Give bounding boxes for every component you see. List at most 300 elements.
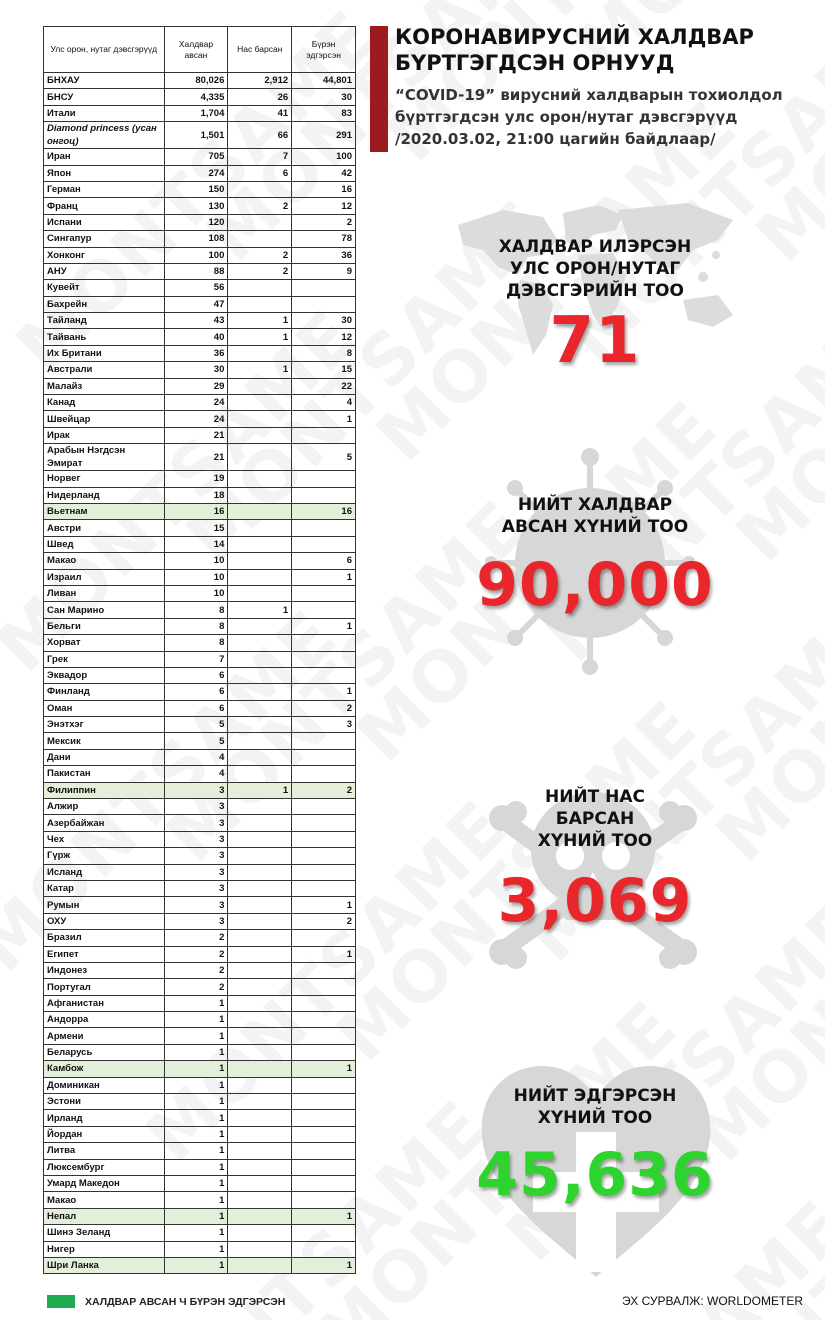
table-row: [44, 864, 356, 880]
recovered-cell: [292, 1143, 356, 1159]
cases-cell: 3: [164, 782, 228, 798]
deaths-cell: [228, 214, 292, 230]
cases-cell: 21: [164, 427, 228, 443]
cases-cell: 120: [164, 214, 228, 230]
country-cell: Франц: [44, 198, 165, 214]
recovered-cell: 1: [292, 1257, 356, 1273]
recovered-cell: 1: [292, 1208, 356, 1224]
country-cell: Оман: [44, 700, 165, 716]
deaths-cell: 1: [228, 329, 292, 345]
deaths-cell: [228, 979, 292, 995]
country-cell: Исланд: [44, 864, 165, 880]
cases-cell: 1: [164, 1159, 228, 1175]
recovered-cell: 44,801: [292, 73, 356, 89]
recovered-cell: [292, 831, 356, 847]
table-row: [44, 635, 356, 651]
recovered-cell: 2: [292, 700, 356, 716]
country-cell: Вьетнам: [44, 503, 165, 519]
cases-cell: 3: [164, 815, 228, 831]
country-cell: Умард Македон: [44, 1176, 165, 1192]
deaths-cell: [228, 635, 292, 651]
cases-cell: 274: [164, 165, 228, 181]
infected-value: 90,000: [476, 550, 714, 620]
cases-cell: 108: [164, 231, 228, 247]
recovered-cell: [292, 848, 356, 864]
cases-cell: 1: [164, 1110, 228, 1126]
deaths-cell: [228, 181, 292, 197]
table-row: [44, 553, 356, 569]
cases-cell: 10: [164, 553, 228, 569]
deaths-cell: [228, 684, 292, 700]
deaths-cell: 1: [228, 313, 292, 329]
recovered-cell: 30: [292, 313, 356, 329]
table-row: [44, 651, 356, 667]
deaths-cell: [228, 618, 292, 634]
table-row: [44, 1241, 356, 1257]
country-cell: Малайз: [44, 378, 165, 394]
recovered-cell: [292, 1028, 356, 1044]
subtitle-line-3: /2020.03.02, 21:00 цагийн байдлаар/: [395, 130, 716, 148]
country-cell: Тайвань: [44, 329, 165, 345]
country-cell: АНУ: [44, 263, 165, 279]
cases-cell: 21: [164, 444, 228, 471]
country-cell: Ирак: [44, 427, 165, 443]
deaths-cell: [228, 815, 292, 831]
country-cell: Азербайжан: [44, 815, 165, 831]
recovered-label: [455, 1085, 735, 1129]
deaths-cell: [228, 930, 292, 946]
country-cell: Мексик: [44, 733, 165, 749]
deaths-cell: [228, 1044, 292, 1060]
cases-cell: 18: [164, 487, 228, 503]
cases-cell: 3: [164, 864, 228, 880]
table-row: [44, 930, 356, 946]
table-row: [44, 471, 356, 487]
cases-cell: 1: [164, 1208, 228, 1224]
table-row: [44, 1176, 356, 1192]
cases-cell: 88: [164, 263, 228, 279]
recovered-cell: 100: [292, 149, 356, 165]
recovered-cell: [292, 864, 356, 880]
recovered-cell: [292, 1126, 356, 1142]
cases-cell: 24: [164, 411, 228, 427]
country-cell: Герман: [44, 181, 165, 197]
cases-cell: 14: [164, 536, 228, 552]
cases-cell: 1: [164, 1241, 228, 1257]
table-row: [44, 214, 356, 230]
cases-cell: 8: [164, 602, 228, 618]
title-accent-bar: [370, 26, 388, 152]
recovered-cell: [292, 536, 356, 552]
cases-cell: 1: [164, 995, 228, 1011]
deaths-cell: [228, 345, 292, 361]
deaths-cell: 41: [228, 105, 292, 121]
recovered-cell: 1: [292, 684, 356, 700]
table-row: [44, 1094, 356, 1110]
table-row: [44, 1028, 356, 1044]
table-row: [44, 444, 356, 471]
cases-cell: 10: [164, 569, 228, 585]
cases-cell: 43: [164, 313, 228, 329]
cases-cell: 8: [164, 618, 228, 634]
deaths-cell: [228, 946, 292, 962]
deaths-cell: 1: [228, 602, 292, 618]
table-row: [44, 122, 356, 149]
table-row: [44, 181, 356, 197]
deaths-cell: [228, 848, 292, 864]
recovered-cell: [292, 520, 356, 536]
deaths-cell: [228, 700, 292, 716]
source-credit: ЭХ СУРВАЛЖ: WORLDOMETER: [622, 1294, 803, 1308]
deaths-cell: [228, 444, 292, 471]
deaths-cell: [228, 1192, 292, 1208]
country-cell: БНСУ: [44, 89, 165, 105]
country-cell: Бразил: [44, 930, 165, 946]
deaths-value: 3,069: [497, 866, 693, 936]
countries-label-line-3: ДЭВСГЭРИЙН ТОО: [506, 281, 684, 301]
country-cell: Андорра: [44, 1012, 165, 1028]
country-cell: Индонез: [44, 962, 165, 978]
country-cell: Ливан: [44, 585, 165, 601]
recovered-label-line-1: НИЙТ ЭДГЭРСЭН: [513, 1086, 677, 1106]
table-row: [44, 1077, 356, 1093]
recovered-cell: 36: [292, 247, 356, 263]
recovered-cell: 78: [292, 231, 356, 247]
table-header-row: [44, 27, 356, 73]
recovered-cell: [292, 1044, 356, 1060]
cases-cell: 4: [164, 766, 228, 782]
deaths-cell: 1: [228, 362, 292, 378]
cases-cell: 80,026: [164, 73, 228, 89]
cases-cell: 1: [164, 1225, 228, 1241]
cases-cell: 1: [164, 1094, 228, 1110]
deaths-cell: [228, 231, 292, 247]
cases-cell: 3: [164, 897, 228, 913]
table-row: [44, 73, 356, 89]
cases-cell: 1: [164, 1143, 228, 1159]
recovered-cell: [292, 815, 356, 831]
deaths-cell: [228, 913, 292, 929]
table-row: [44, 831, 356, 847]
cases-cell: 24: [164, 395, 228, 411]
country-cell: Катар: [44, 880, 165, 896]
recovered-cell: 4: [292, 395, 356, 411]
recovered-cell: [292, 487, 356, 503]
cases-cell: 56: [164, 280, 228, 296]
table-row: [44, 717, 356, 733]
deaths-cell: [228, 717, 292, 733]
table-row: [44, 503, 356, 519]
cases-cell: 30: [164, 362, 228, 378]
country-cell: Беларусь: [44, 1044, 165, 1060]
recovered-cell: 2: [292, 782, 356, 798]
table-row: [44, 296, 356, 312]
country-cell: Норвег: [44, 471, 165, 487]
table-row: [44, 1012, 356, 1028]
recovered-cell: 16: [292, 181, 356, 197]
deaths-cell: [228, 411, 292, 427]
country-cell: Сингапур: [44, 231, 165, 247]
table-row: [44, 362, 356, 378]
title-line-2: БҮРТГЭГДСЭН ОРНУУД: [395, 51, 675, 75]
country-cell: Литва: [44, 1143, 165, 1159]
country-cell: Тайланд: [44, 313, 165, 329]
cases-cell: 19: [164, 471, 228, 487]
table-row: [44, 231, 356, 247]
deaths-cell: [228, 733, 292, 749]
cases-cell: 15: [164, 520, 228, 536]
cases-cell: 2: [164, 930, 228, 946]
table-row: [44, 313, 356, 329]
table-row: [44, 618, 356, 634]
deaths-cell: 26: [228, 89, 292, 105]
recovered-cell: 9: [292, 263, 356, 279]
table-row: [44, 880, 356, 896]
country-cell: Филиппин: [44, 782, 165, 798]
cases-cell: 3: [164, 799, 228, 815]
cases-cell: 1,704: [164, 105, 228, 121]
recovered-cell: [292, 1012, 356, 1028]
table-row: [44, 149, 356, 165]
infected-label-line-2: АВСАН ХҮНИЙ ТОО: [501, 517, 689, 537]
deaths-cell: [228, 487, 292, 503]
country-cell: Ирланд: [44, 1110, 165, 1126]
deaths-cell: [228, 1126, 292, 1142]
country-cell: Израил: [44, 569, 165, 585]
deaths-cell: [228, 1159, 292, 1175]
deaths-cell: [228, 1241, 292, 1257]
recovered-cell: 12: [292, 198, 356, 214]
subtitle-line-1: “COVID-19” вирусний халдварын тохиолдол: [395, 86, 783, 104]
table-row: [44, 749, 356, 765]
table-row: [44, 280, 356, 296]
country-cell: Хонконг: [44, 247, 165, 263]
cases-cell: 10: [164, 585, 228, 601]
table-row: [44, 766, 356, 782]
recovered-cell: [292, 962, 356, 978]
recovered-cell: [292, 1094, 356, 1110]
cases-cell: 1: [164, 1077, 228, 1093]
deaths-cell: [228, 378, 292, 394]
cases-cell: 47: [164, 296, 228, 312]
deaths-cell: [228, 995, 292, 1011]
deaths-cell: 6: [228, 165, 292, 181]
deaths-cell: [228, 585, 292, 601]
cases-cell: 1: [164, 1044, 228, 1060]
deaths-cell: [228, 1176, 292, 1192]
cases-cell: 8: [164, 635, 228, 651]
cases-cell: 150: [164, 181, 228, 197]
table-row: [44, 799, 356, 815]
table-row: [44, 995, 356, 1011]
country-cell: Швед: [44, 536, 165, 552]
country-cell: Канад: [44, 395, 165, 411]
country-cell: Йордан: [44, 1126, 165, 1142]
deaths-cell: [228, 296, 292, 312]
cases-cell: 1: [164, 1192, 228, 1208]
countries-label-line-2: УЛС ОРОН/НУТАГ: [509, 259, 681, 279]
cases-cell: 2: [164, 962, 228, 978]
deaths-label-line-1: НИЙТ НАС: [544, 787, 646, 807]
recovered-cell: [292, 427, 356, 443]
countries-label-line-1: ХАЛДВАР ИЛЭРСЭН: [498, 237, 692, 257]
country-cell: Нигер: [44, 1241, 165, 1257]
cases-cell: 3: [164, 831, 228, 847]
deaths-cell: 2,912: [228, 73, 292, 89]
table-row: [44, 1192, 356, 1208]
country-table: [43, 26, 356, 1274]
table-row: [44, 1208, 356, 1224]
deaths-label: [455, 786, 735, 852]
table-row: [44, 1110, 356, 1126]
deaths-cell: [228, 897, 292, 913]
table-row: [44, 848, 356, 864]
recovered-cell: 22: [292, 378, 356, 394]
deaths-cell: [228, 553, 292, 569]
deaths-cell: [228, 1094, 292, 1110]
table-row: [44, 395, 356, 411]
recovered-label-line-2: ХҮНИЙ ТОО: [537, 1108, 653, 1128]
recovered-cell: 6: [292, 553, 356, 569]
recovered-cell: 30: [292, 89, 356, 105]
country-cell: Энэтхэг: [44, 717, 165, 733]
deaths-cell: [228, 1225, 292, 1241]
cases-cell: 6: [164, 700, 228, 716]
recovered-cell: 12: [292, 329, 356, 345]
deaths-cell: [228, 799, 292, 815]
table-row: [44, 345, 356, 361]
country-cell: Сан Марино: [44, 602, 165, 618]
table-row: [44, 1126, 356, 1142]
country-cell: Египет: [44, 946, 165, 962]
title-line-1: КОРОНАВИРУСНИЙ ХАЛДВАР: [395, 25, 754, 49]
countries-value: 71: [549, 304, 641, 378]
cases-cell: 705: [164, 149, 228, 165]
recovered-cell: 2: [292, 913, 356, 929]
deaths-cell: [228, 1110, 292, 1126]
table-row: [44, 1044, 356, 1060]
table-row: [44, 105, 356, 121]
recovered-cell: [292, 635, 356, 651]
country-cell: Япон: [44, 165, 165, 181]
table-row: [44, 897, 356, 913]
cases-cell: 1,501: [164, 122, 228, 149]
deaths-cell: [228, 1208, 292, 1224]
table-row: [44, 263, 356, 279]
recovered-cell: [292, 880, 356, 896]
cases-cell: 130: [164, 198, 228, 214]
recovered-cell: [292, 280, 356, 296]
country-cell: Бахрейн: [44, 296, 165, 312]
deaths-cell: [228, 1061, 292, 1077]
table-row: [44, 378, 356, 394]
deaths-cell: [228, 864, 292, 880]
cases-cell: 5: [164, 733, 228, 749]
cases-cell: 1: [164, 1028, 228, 1044]
deaths-cell: [228, 569, 292, 585]
cases-cell: 2: [164, 979, 228, 995]
recovered-cell: [292, 799, 356, 815]
table-body: [44, 73, 356, 1274]
table-row: [44, 815, 356, 831]
table-row: [44, 602, 356, 618]
country-cell: Непал: [44, 1208, 165, 1224]
country-cell: Португал: [44, 979, 165, 995]
recovered-cell: 2: [292, 214, 356, 230]
deaths-cell: 66: [228, 122, 292, 149]
recovered-cell: [292, 667, 356, 683]
legend-label: ХАЛДВАР АВСАН Ч БҮРЭН ЭДГЭРСЭН: [85, 1296, 286, 1308]
table-row: [44, 329, 356, 345]
table-row: [44, 198, 356, 214]
cases-cell: 5: [164, 717, 228, 733]
deaths-cell: [228, 962, 292, 978]
cases-cell: 3: [164, 913, 228, 929]
cases-cell: 1: [164, 1061, 228, 1077]
table-row: [44, 684, 356, 700]
page-subtitle: [395, 84, 783, 150]
table-row: [44, 700, 356, 716]
cases-cell: 4: [164, 749, 228, 765]
table-row: [44, 1143, 356, 1159]
country-cell: Пакистан: [44, 766, 165, 782]
infected-label-line-1: НИЙТ ХАЛДВАР: [517, 495, 673, 515]
country-cell: Макао: [44, 1192, 165, 1208]
deaths-label-line-2: БАРСАН: [555, 809, 635, 829]
cases-cell: 2: [164, 946, 228, 962]
recovered-cell: 83: [292, 105, 356, 121]
country-cell: Иран: [44, 149, 165, 165]
country-cell: Австри: [44, 520, 165, 536]
country-cell: Макао: [44, 553, 165, 569]
country-cell: Эквадор: [44, 667, 165, 683]
recovered-cell: [292, 471, 356, 487]
country-cell: Австрали: [44, 362, 165, 378]
recovered-cell: 1: [292, 946, 356, 962]
cases-cell: 29: [164, 378, 228, 394]
table-row: [44, 667, 356, 683]
cases-cell: 1: [164, 1126, 228, 1142]
table-row: [44, 782, 356, 798]
country-cell: БНХАУ: [44, 73, 165, 89]
deaths-cell: [228, 471, 292, 487]
recovered-value: 45,636: [476, 1140, 714, 1210]
recovered-cell: 1: [292, 569, 356, 585]
recovered-cell: 16: [292, 503, 356, 519]
recovered-cell: 1: [292, 897, 356, 913]
country-cell: Гүрж: [44, 848, 165, 864]
recovered-cell: 1: [292, 1061, 356, 1077]
table-row: [44, 1225, 356, 1241]
country-cell: Нидерланд: [44, 487, 165, 503]
recovered-cell: 1: [292, 618, 356, 634]
page-title: [395, 24, 754, 76]
country-cell: Афганистан: [44, 995, 165, 1011]
cases-cell: 1: [164, 1012, 228, 1028]
country-cell: Румын: [44, 897, 165, 913]
deaths-cell: [228, 536, 292, 552]
cases-cell: 6: [164, 684, 228, 700]
country-cell: Их Британи: [44, 345, 165, 361]
country-cell: Бельги: [44, 618, 165, 634]
country-cell: Испани: [44, 214, 165, 230]
recovered-cell: 5: [292, 444, 356, 471]
recovered-cell: 3: [292, 717, 356, 733]
country-cell: ОХУ: [44, 913, 165, 929]
cases-cell: 4,335: [164, 89, 228, 105]
deaths-cell: 2: [228, 198, 292, 214]
recovered-cell: [292, 585, 356, 601]
